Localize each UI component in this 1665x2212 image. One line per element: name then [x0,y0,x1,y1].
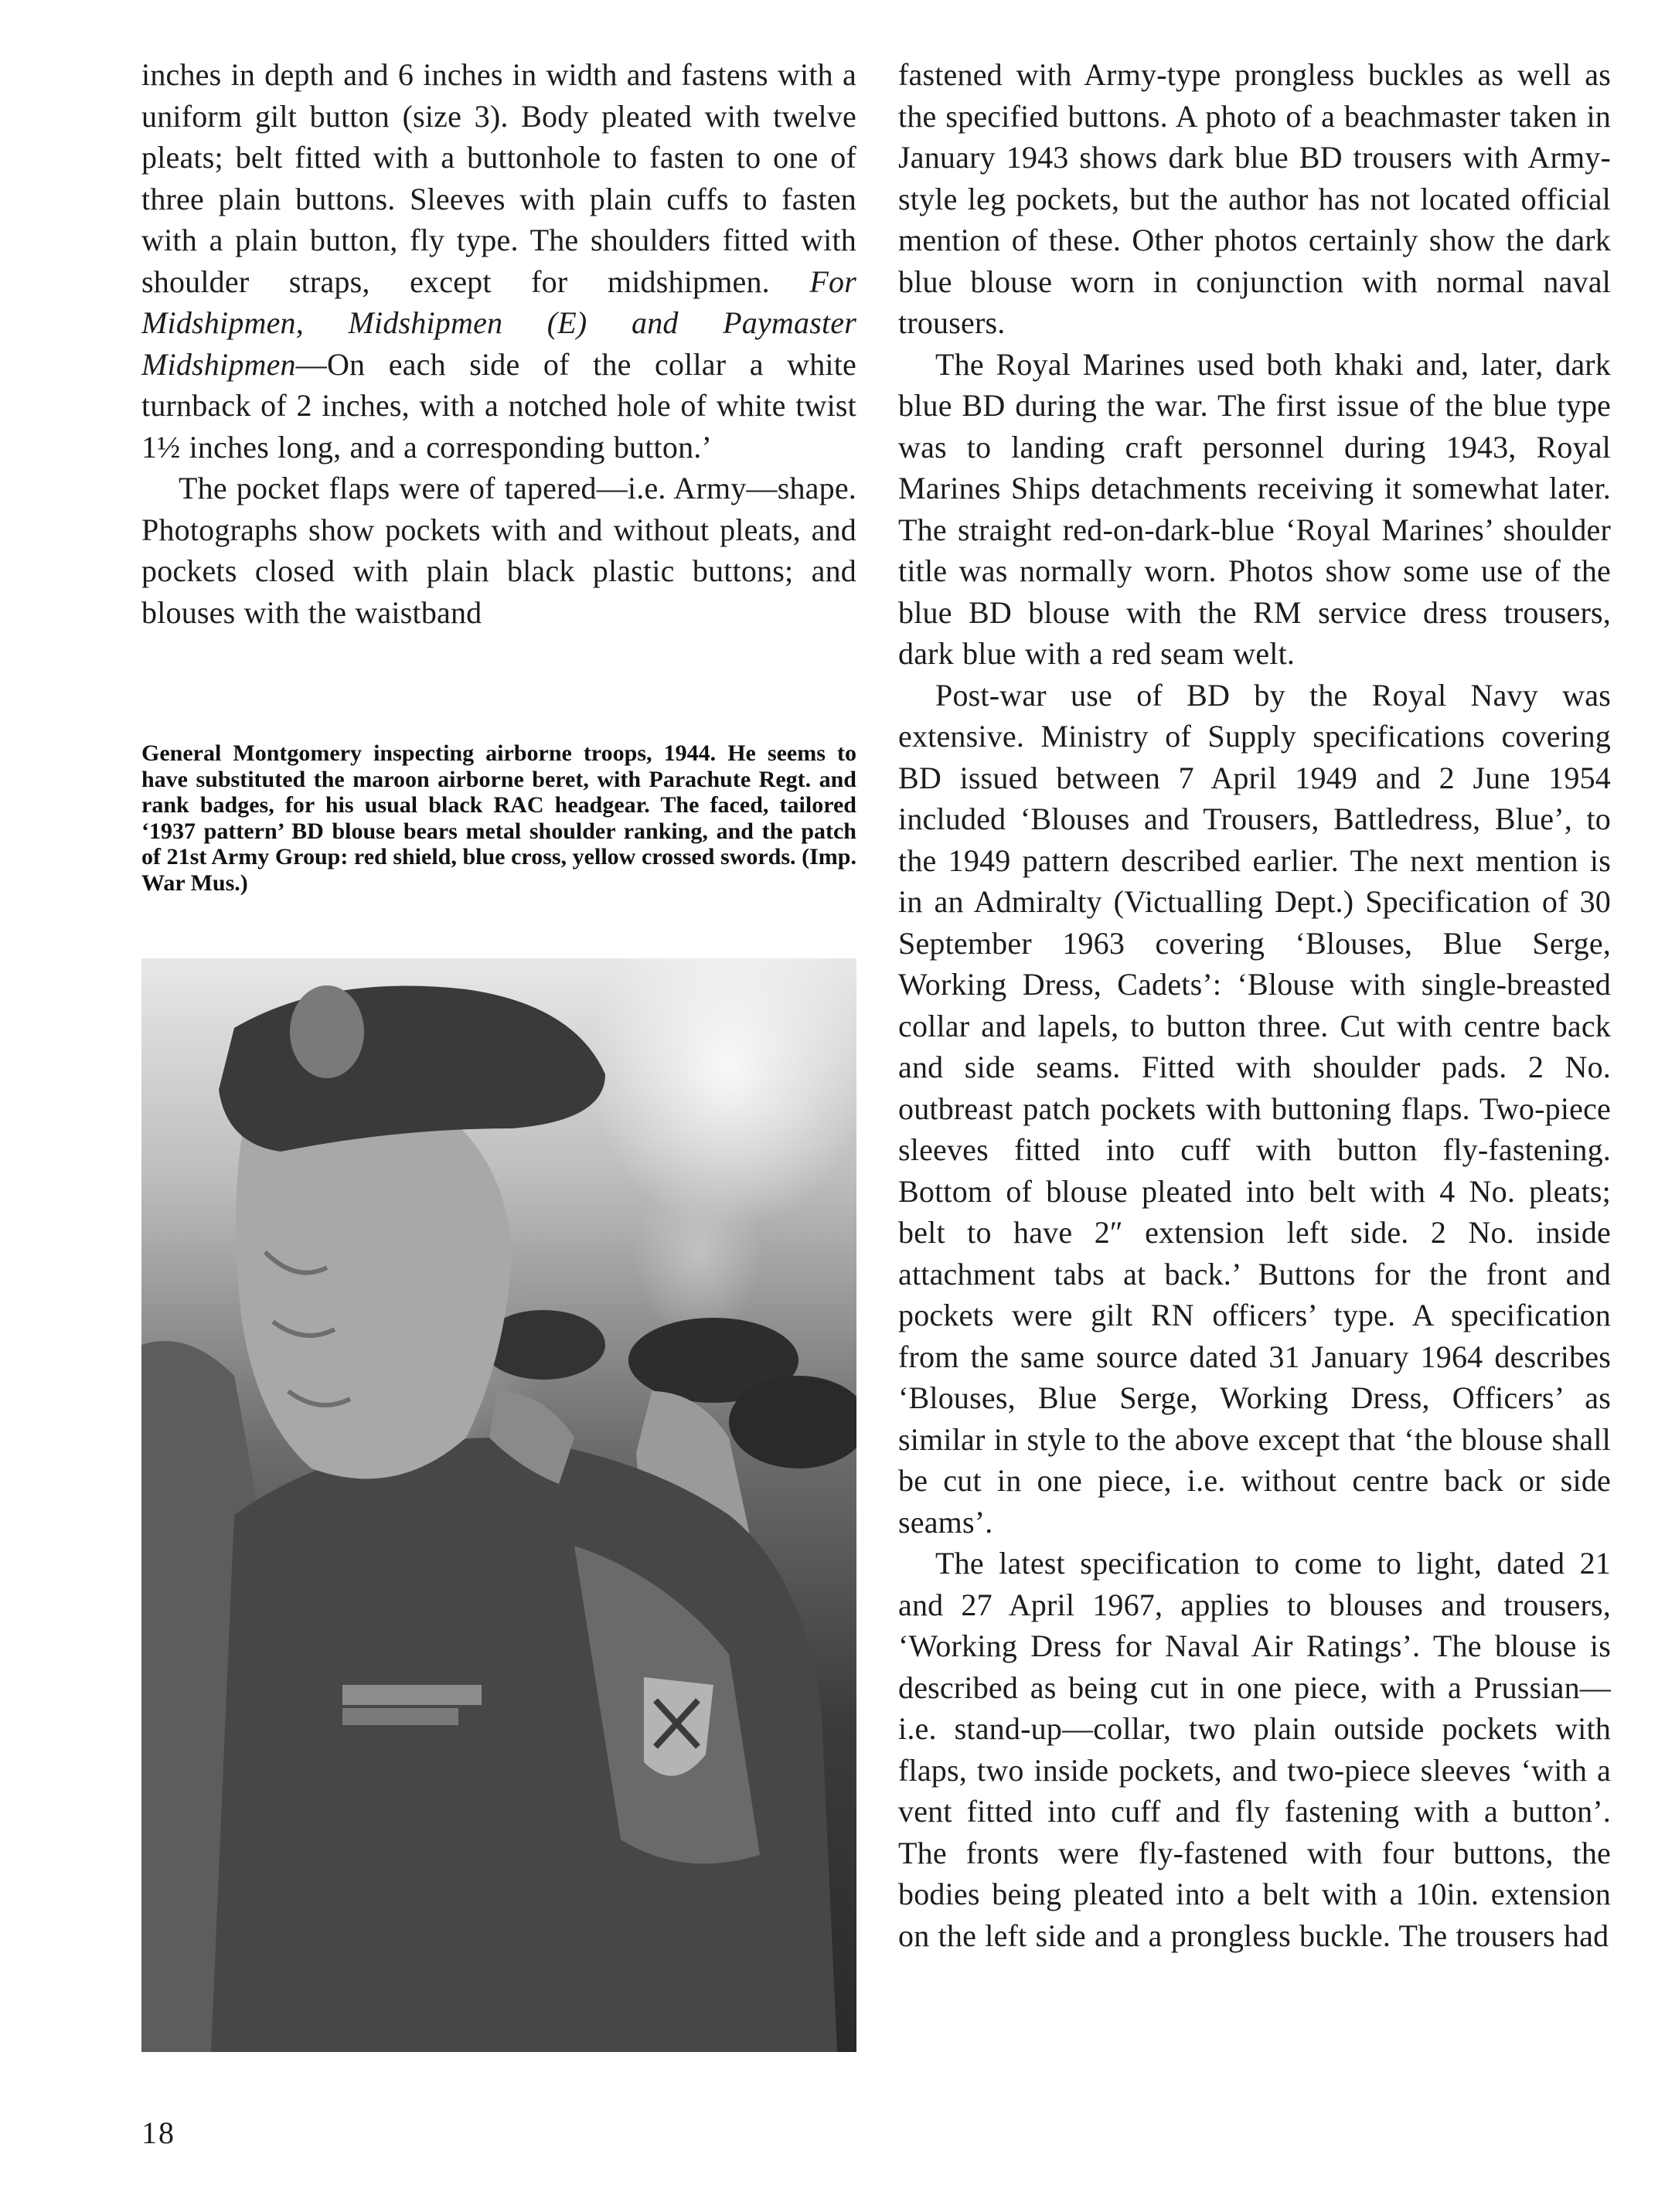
page-number: 18 [141,2115,175,2150]
left-paragraph-1-text: inches in depth and 6 inches in width and fastens with a uniform gilt button (size 3). Body pleated with twelve pleats; belt fitted with a buttonhole to fasten to one of three plain buttons. Sleeves with plain cuffs to fasten with a plain button, fly type. The shoulders fitted with shoulder straps, except for midshipmen. [141,57,856,299]
photo-caption: General Montgomery inspecting airborne troops, 1944. He seems to have substituted the maroon airborne beret, with Parachute Regt. and rank badges, for his usual black RAC headgear. The faced, tailored ‘1937 pattern’ BD blouse bears metal shoulder ranking, and the patch of 21st Army Group: red shield, blue cross, yellow crossed swords. (Imp. War Mus.) [141,740,856,896]
right-text-column [898,54,1611,1956]
uniform-body [211,1438,837,2052]
left-text-column [141,54,856,633]
right-paragraph-2: The Royal Marines used both khaki and, later, dark blue BD during the war. The first issue of the blue type was to landing craft personnel during 1943, Royal Marines Ships detachments receiving it somewhat later. The straight red-on-dark-blue ‘Royal Marines’ shoulder title was normally worn. Photos show some use of the blue BD blouse with the RM service dress trousers, dark blue with a red seam welt. [898,346,1611,671]
photo-illustration [141,958,856,2052]
photograph-montgomery [141,958,856,2052]
left-paragraph-1-end: —On each side of the collar a white turnback of 2 inches, with a notched hole of white twist 1½ inches long, and a corresponding button.’ [141,346,856,465]
medal-ribbons [342,1685,482,1705]
left-paragraph-2: The pocket flaps were of tapered—i.e. Army—shape. Photographs show pockets with and without pleats, and pockets closed with plain black plastic buttons; and blouses with the waistband [141,471,856,630]
right-paragraph-4: The latest specification to come to light, dated 21 and 27 April 1967, applies to blouses and trousers, ‘Working Dress for Naval Air Ratings’. The blouse is described as being cut in one piece, with a Prussian—i.e. stand-up—collar, two plain outside pockets with flaps, two inside pockets, and two-piece sleeves ‘with a vent fitted into cuff and fly fastening with a button’. The fronts were fly-fastened with four buttons, the bodies being pleated into a belt with a 10in. extension on the left side and a prongless buckle. The trousers had [898,1546,1611,1953]
right-paragraph-3: Post-war use of BD by the Royal Navy was extensive. Ministry of Supply specifications covering BD issued between 7 April 1949 and 2 June 1954 included ‘Blouses and Trousers, Battledress, Blue’, to the 1949 pattern described earlier. The next mention is in an Admiralty (Victualling Dept.) Specification of 30 September 1963 covering ‘Blouses, Blue Serge, Working Dress, Cadets’: ‘Blouse with single-breasted collar and lapels, to button three. Cut with centre back and side seams. Fitted with shoulder pads. 2 No. outbreast patch pockets with buttoning flaps. Two-piece sleeves fitted into cuff with button fly-fastening. Bottom of blouse pleated into belt with 4 No. pleats; belt to have 2″ extension left side. 2 No. inside attachment tabs at back.’ Buttons for the front and pockets were gilt RN officers’ type. A specification from the same source dated 31 January 1964 describes ‘Blouses, Blue Serge, Working Dress, Officers’ as similar in style to the above except that ‘the blouse shall be cut in one piece, i.e. without centre back or side seams’. [898,677,1611,1540]
beret-badge [290,985,364,1078]
beret [219,986,605,1152]
left-paragraph-1-italic: For Midshipmen, Midshipmen (E) and Paymaster Midshipmen [141,264,857,382]
right-paragraph-1: fastened with Army-type prongless buckles as well as the specified buttons. A photo of a beachmaster taken in January 1943 shows dark blue BD trousers with Army-style leg pockets, but the author has not located official mention of these. Other photos certainly show the dark blue blouse worn in conjunction with normal naval trousers. [898,57,1611,340]
medal-ribbons-row-2 [342,1708,458,1725]
left-paragraph-1 [141,54,856,468]
